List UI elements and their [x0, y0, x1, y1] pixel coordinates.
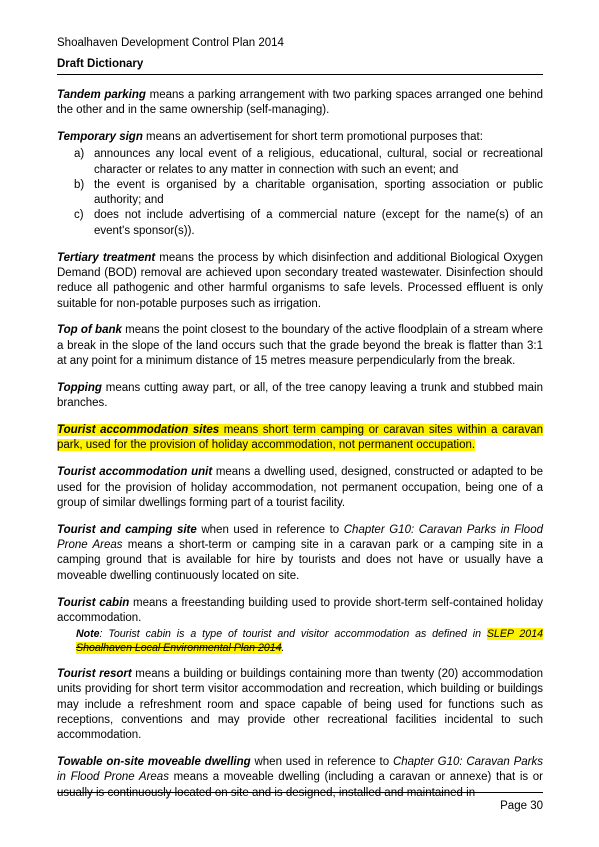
definition-text: means an advertisement for short term promotional purposes that:: [142, 131, 483, 144]
note-new-reference: SLEP 2014: [486, 628, 543, 641]
page-number: Page 30: [500, 800, 543, 812]
definition-note: [57, 628, 543, 655]
definition-pre: when used in reference to: [250, 756, 393, 769]
term: Tertiary treatment: [57, 251, 156, 264]
term: Topping: [57, 381, 102, 394]
definition-tourist-cabin: [57, 596, 543, 627]
definition-towable-on-site-moveable-dwelling: [57, 755, 543, 801]
definition-temporary-sign: [57, 130, 543, 145]
term: Tourist cabin: [57, 596, 130, 609]
note-label: Note: [76, 628, 100, 641]
term: Temporary sign: [57, 131, 143, 144]
dictionary-content: [57, 88, 543, 813]
term: Tandem parking: [57, 89, 146, 101]
definition-text: means a moveable dwelling (including a caravan or annexe) that is or usually is continuously located on site and is designed, installed and maintained in: [57, 771, 543, 799]
header-rule: [57, 74, 543, 75]
list-item-text: does not include advertising of a commercial nature (except for the name(s) of an event's sponsor(s)).: [94, 209, 543, 237]
definition-text: means cutting away part, or all, of the tree canopy leaving a trunk and stubbed main branches.: [57, 381, 543, 410]
term: Tourist accommodation sites: [57, 424, 220, 437]
definition-list: [57, 147, 543, 239]
definition-tourist-resort: [57, 667, 543, 743]
document-title: Shoalhaven Development Control Plan 2014: [57, 37, 284, 49]
term: Top of bank: [57, 324, 122, 337]
chapter-reference: Chapter G10: Caravan Parks in Flood Prone Areas: [57, 756, 543, 784]
list-marker: b): [74, 178, 85, 191]
footer-rule: [57, 792, 543, 793]
list-marker: c): [74, 209, 84, 222]
definition-pre: when used in reference to: [196, 523, 344, 536]
definition-text: means short term camping or caravan sites within a caravan park, used for the provision of holiday accommodation, not permanent occupation.: [57, 424, 543, 452]
definition-text: means a building or buildings containing more than twenty (20) accommodation units providing for short term visitor accommodation and recreation, which building or buildings may include a refreshment room and space capable of being used for functions such as receptions, conventions and may provide other recreational facilities incidental to such accommodation.: [57, 667, 544, 742]
document-subtitle: Draft Dictionary: [57, 58, 144, 70]
list-item-text: announces any local event of a religious, educational, cultural, social or recreational character or relates to any matter in connection with such an event; and: [94, 148, 543, 176]
note-deleted-reference: Shoalhaven Local Environmental Plan 2014: [76, 641, 282, 654]
definition-text: means the process by which disinfection and additional Biological Oxygen Demand (BOD) removal are achieved upon secondary treated wastewater. Disinfection should reduce all pathogenic and other harmful organisms to safe levels. Processed effluent is only suitable for non-potable purposes such as irrigation.: [57, 251, 543, 310]
note-end: .: [281, 641, 285, 654]
definition-top-of-bank: [57, 323, 543, 369]
definition-tandem-parking: [57, 88, 543, 119]
chapter-reference: Chapter G10: Caravan Parks in Flood Prone Areas: [57, 523, 543, 552]
definition-topping: [57, 381, 543, 412]
definition-tertiary-treatment: [57, 251, 543, 312]
list-item-text: the event is organised by a charitable organisation, sporting association or public authority; and: [94, 178, 543, 207]
definition-text: means a short-term or camping site in a caravan park or a camping site in a camping ground that is available for hire by tourists and does not have or usually have a moveable dwelling continuously located on site.: [57, 539, 543, 582]
term: Tourist accommodation unit: [57, 466, 213, 479]
definition-tourist-and-camping-site: [57, 523, 543, 584]
highlighted-definition: [57, 424, 543, 451]
term: Tourist resort: [57, 667, 132, 680]
term: Tourist and camping site: [57, 523, 197, 536]
list-item: [57, 147, 543, 178]
page-header: [57, 36, 543, 72]
definition-text: means a freestanding building used to provide short-term self-contained holiday accommodation.: [57, 596, 543, 624]
list-item: [57, 178, 543, 209]
definition-tourist-accommodation-sites: [57, 423, 543, 454]
definition-text: means the point closest to the boundary of the active floodplain of a stream where a break in the slope of the land occurs such that the grade beyond the break is flatter than 3:1 at any point for a minimum distance of 15 metres measure perpendicularly from the break.: [57, 324, 544, 368]
definition-text: means a dwelling used, designed, constructed or adapted to be used for the provision of holiday accommodation, not permanent occupation, being one of a group of similar dwellings forming part of a tourist facility.: [57, 466, 543, 509]
definition-text: means a parking arrangement with two parking spaces arranged one behind the other and in the same ownership (self-managing).: [57, 89, 543, 117]
term: Towable on-site moveable dwelling: [57, 756, 251, 769]
list-item: [57, 208, 543, 239]
definition-tourist-accommodation-unit: [57, 465, 543, 511]
list-marker: a): [74, 148, 85, 161]
note-text: : Tourist cabin is a type of tourist and visitor accommodation as defined in: [99, 628, 487, 641]
